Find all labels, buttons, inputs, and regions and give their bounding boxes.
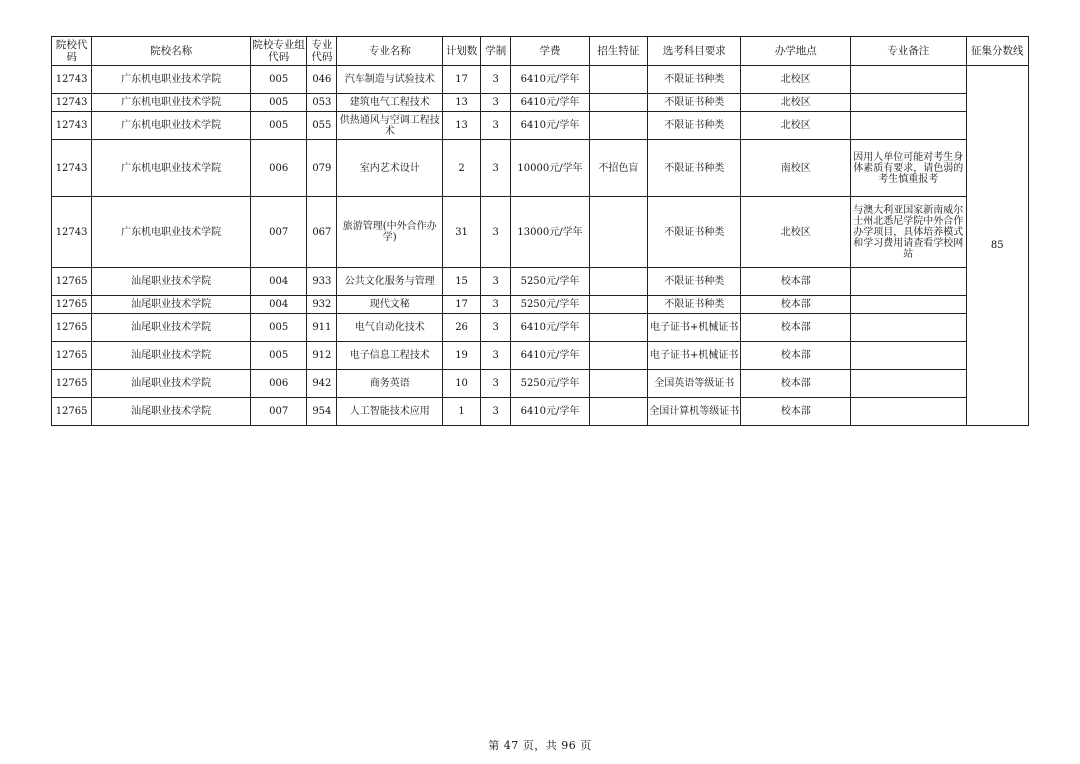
cell-major-name: 公共文化服务与管理 bbox=[337, 268, 443, 296]
cell-feature bbox=[589, 296, 647, 314]
cell-school-name: 汕尾职业技术学院 bbox=[92, 268, 251, 296]
header-remark: 专业备注 bbox=[851, 37, 967, 66]
cell-school-code: 12743 bbox=[52, 112, 92, 140]
cell-plan-count: 31 bbox=[442, 197, 480, 268]
cell-remark bbox=[851, 268, 967, 296]
cell-subject-req: 不限证书种类 bbox=[647, 197, 740, 268]
cell-major-code: 932 bbox=[307, 296, 337, 314]
header-subject-req: 选考科目要求 bbox=[647, 37, 740, 66]
cell-subject-req: 不限证书种类 bbox=[647, 112, 740, 140]
cell-group-code: 007 bbox=[251, 398, 307, 426]
cell-tuition: 6410元/学年 bbox=[511, 314, 589, 342]
cell-remark: 因用人单位可能对考生身体素质有要求，请色弱的考生慎重报考 bbox=[851, 140, 967, 197]
cell-remark: 与澳大利亚国家新南威尔士州北悉尼学院中外合作办学项目，具体培养模式和学习费用请查看学校网站 bbox=[851, 197, 967, 268]
cell-tuition: 13000元/学年 bbox=[511, 197, 589, 268]
cell-school-name: 广东机电职业技术学院 bbox=[92, 197, 251, 268]
cell-major-name: 商务英语 bbox=[337, 370, 443, 398]
cell-plan-count: 17 bbox=[442, 296, 480, 314]
cell-group-code: 007 bbox=[251, 197, 307, 268]
cell-subject-req: 全国计算机等级证书 bbox=[647, 398, 740, 426]
cell-group-code: 006 bbox=[251, 140, 307, 197]
cell-location: 校本部 bbox=[741, 296, 851, 314]
cell-group-code: 005 bbox=[251, 66, 307, 94]
cell-major-code: 046 bbox=[307, 66, 337, 94]
cell-duration: 3 bbox=[481, 112, 511, 140]
header-major-name: 专业名称 bbox=[337, 37, 443, 66]
cell-remark bbox=[851, 296, 967, 314]
cell-subject-req: 不限证书种类 bbox=[647, 94, 740, 112]
cell-major-name: 室内艺术设计 bbox=[337, 140, 443, 197]
cell-school-name: 广东机电职业技术学院 bbox=[92, 94, 251, 112]
cell-group-code: 004 bbox=[251, 296, 307, 314]
cell-major-code: 079 bbox=[307, 140, 337, 197]
header-group-code: 院校专业组代码 bbox=[251, 37, 307, 66]
page-footer: 第 47 页，共 96 页 bbox=[488, 739, 592, 752]
table-row bbox=[52, 94, 1029, 112]
cell-school-code: 12743 bbox=[52, 94, 92, 112]
cell-remark bbox=[851, 314, 967, 342]
cell-school-name: 汕尾职业技术学院 bbox=[92, 314, 251, 342]
cell-subject-req: 电子证书+机械证书 bbox=[647, 314, 740, 342]
cell-subject-req: 不限证书种类 bbox=[647, 268, 740, 296]
cell-tuition: 5250元/学年 bbox=[511, 296, 589, 314]
cell-major-code: 942 bbox=[307, 370, 337, 398]
cell-major-code: 912 bbox=[307, 342, 337, 370]
cell-tuition: 6410元/学年 bbox=[511, 398, 589, 426]
cell-location: 北校区 bbox=[741, 66, 851, 94]
cell-tuition: 5250元/学年 bbox=[511, 370, 589, 398]
cell-school-code: 12765 bbox=[52, 370, 92, 398]
cell-subject-req: 全国英语等级证书 bbox=[647, 370, 740, 398]
cell-major-name: 汽车制造与试验技术 bbox=[337, 66, 443, 94]
table-row bbox=[52, 342, 1029, 370]
table-row bbox=[52, 140, 1029, 197]
cell-feature bbox=[589, 268, 647, 296]
table-row bbox=[52, 370, 1029, 398]
cell-tuition: 10000元/学年 bbox=[511, 140, 589, 197]
cell-major-name: 电子信息工程技术 bbox=[337, 342, 443, 370]
table-row bbox=[52, 112, 1029, 140]
cell-location: 北校区 bbox=[741, 197, 851, 268]
cell-feature bbox=[589, 94, 647, 112]
table-row bbox=[52, 296, 1029, 314]
cell-tuition: 5250元/学年 bbox=[511, 268, 589, 296]
cell-score-line: 85 bbox=[966, 66, 1028, 426]
cell-group-code: 006 bbox=[251, 370, 307, 398]
cell-school-name: 汕尾职业技术学院 bbox=[92, 398, 251, 426]
cell-subject-req: 不限证书种类 bbox=[647, 66, 740, 94]
cell-tuition: 6410元/学年 bbox=[511, 94, 589, 112]
cell-remark bbox=[851, 66, 967, 94]
cell-location: 南校区 bbox=[741, 140, 851, 197]
cell-duration: 3 bbox=[481, 66, 511, 94]
cell-school-name: 广东机电职业技术学院 bbox=[92, 140, 251, 197]
table-row bbox=[52, 197, 1029, 268]
header-major-code: 专业代码 bbox=[307, 37, 337, 66]
table-row bbox=[52, 398, 1029, 426]
cell-major-name: 供热通风与空调工程技术 bbox=[337, 112, 443, 140]
cell-remark bbox=[851, 370, 967, 398]
cell-major-code: 954 bbox=[307, 398, 337, 426]
cell-school-code: 12743 bbox=[52, 197, 92, 268]
cell-location: 校本部 bbox=[741, 342, 851, 370]
cell-feature bbox=[589, 342, 647, 370]
cell-plan-count: 13 bbox=[442, 112, 480, 140]
cell-location: 校本部 bbox=[741, 314, 851, 342]
cell-location: 校本部 bbox=[741, 370, 851, 398]
admission-table bbox=[51, 36, 1029, 426]
header-feature: 招生特征 bbox=[589, 37, 647, 66]
cell-group-code: 005 bbox=[251, 112, 307, 140]
cell-remark bbox=[851, 342, 967, 370]
cell-school-code: 12743 bbox=[52, 66, 92, 94]
cell-major-code: 055 bbox=[307, 112, 337, 140]
cell-feature bbox=[589, 112, 647, 140]
cell-duration: 3 bbox=[481, 197, 511, 268]
header-score-line: 征集分数线 bbox=[966, 37, 1028, 66]
cell-major-code: 067 bbox=[307, 197, 337, 268]
cell-duration: 3 bbox=[481, 314, 511, 342]
cell-school-name: 汕尾职业技术学院 bbox=[92, 296, 251, 314]
cell-plan-count: 17 bbox=[442, 66, 480, 94]
cell-plan-count: 1 bbox=[442, 398, 480, 426]
cell-school-code: 12765 bbox=[52, 398, 92, 426]
cell-plan-count: 10 bbox=[442, 370, 480, 398]
cell-school-name: 广东机电职业技术学院 bbox=[92, 112, 251, 140]
cell-plan-count: 2 bbox=[442, 140, 480, 197]
cell-feature bbox=[589, 398, 647, 426]
cell-major-name: 电气自动化技术 bbox=[337, 314, 443, 342]
cell-major-name: 人工智能技术应用 bbox=[337, 398, 443, 426]
header-duration: 学制 bbox=[481, 37, 511, 66]
cell-major-code: 053 bbox=[307, 94, 337, 112]
cell-major-code: 911 bbox=[307, 314, 337, 342]
cell-location: 北校区 bbox=[741, 94, 851, 112]
cell-subject-req: 不限证书种类 bbox=[647, 296, 740, 314]
cell-group-code: 005 bbox=[251, 94, 307, 112]
cell-feature bbox=[589, 314, 647, 342]
header-plan-count: 计划数 bbox=[442, 37, 480, 66]
cell-feature bbox=[589, 197, 647, 268]
cell-tuition: 6410元/学年 bbox=[511, 66, 589, 94]
cell-tuition: 6410元/学年 bbox=[511, 342, 589, 370]
cell-plan-count: 13 bbox=[442, 94, 480, 112]
cell-school-code: 12765 bbox=[52, 314, 92, 342]
table-row bbox=[52, 314, 1029, 342]
cell-major-name: 旅游管理(中外合作办学) bbox=[337, 197, 443, 268]
cell-major-code: 933 bbox=[307, 268, 337, 296]
cell-plan-count: 19 bbox=[442, 342, 480, 370]
cell-remark bbox=[851, 398, 967, 426]
cell-remark bbox=[851, 94, 967, 112]
cell-major-name: 现代文秘 bbox=[337, 296, 443, 314]
cell-duration: 3 bbox=[481, 370, 511, 398]
cell-school-code: 12765 bbox=[52, 342, 92, 370]
cell-duration: 3 bbox=[481, 342, 511, 370]
cell-location: 校本部 bbox=[741, 268, 851, 296]
cell-remark bbox=[851, 112, 967, 140]
header-row bbox=[52, 37, 1029, 66]
cell-duration: 3 bbox=[481, 398, 511, 426]
cell-duration: 3 bbox=[481, 268, 511, 296]
cell-group-code: 005 bbox=[251, 314, 307, 342]
cell-location: 校本部 bbox=[741, 398, 851, 426]
cell-school-code: 12765 bbox=[52, 268, 92, 296]
header-school-name: 院校名称 bbox=[92, 37, 251, 66]
cell-feature bbox=[589, 370, 647, 398]
cell-group-code: 005 bbox=[251, 342, 307, 370]
table-row bbox=[52, 268, 1029, 296]
cell-feature: 不招色盲 bbox=[589, 140, 647, 197]
cell-feature bbox=[589, 66, 647, 94]
cell-school-name: 汕尾职业技术学院 bbox=[92, 370, 251, 398]
cell-subject-req: 不限证书种类 bbox=[647, 140, 740, 197]
cell-school-code: 12743 bbox=[52, 140, 92, 197]
header-tuition: 学费 bbox=[511, 37, 589, 66]
header-school-code: 院校代码 bbox=[52, 37, 92, 66]
cell-group-code: 004 bbox=[251, 268, 307, 296]
cell-plan-count: 26 bbox=[442, 314, 480, 342]
cell-school-code: 12765 bbox=[52, 296, 92, 314]
cell-tuition: 6410元/学年 bbox=[511, 112, 589, 140]
table-row bbox=[52, 66, 1029, 94]
cell-major-name: 建筑电气工程技术 bbox=[337, 94, 443, 112]
cell-plan-count: 15 bbox=[442, 268, 480, 296]
header-location: 办学地点 bbox=[741, 37, 851, 66]
cell-school-name: 汕尾职业技术学院 bbox=[92, 342, 251, 370]
cell-duration: 3 bbox=[481, 296, 511, 314]
cell-duration: 3 bbox=[481, 140, 511, 197]
cell-location: 北校区 bbox=[741, 112, 851, 140]
cell-duration: 3 bbox=[481, 94, 511, 112]
cell-school-name: 广东机电职业技术学院 bbox=[92, 66, 251, 94]
cell-subject-req: 电子证书+机械证书 bbox=[647, 342, 740, 370]
